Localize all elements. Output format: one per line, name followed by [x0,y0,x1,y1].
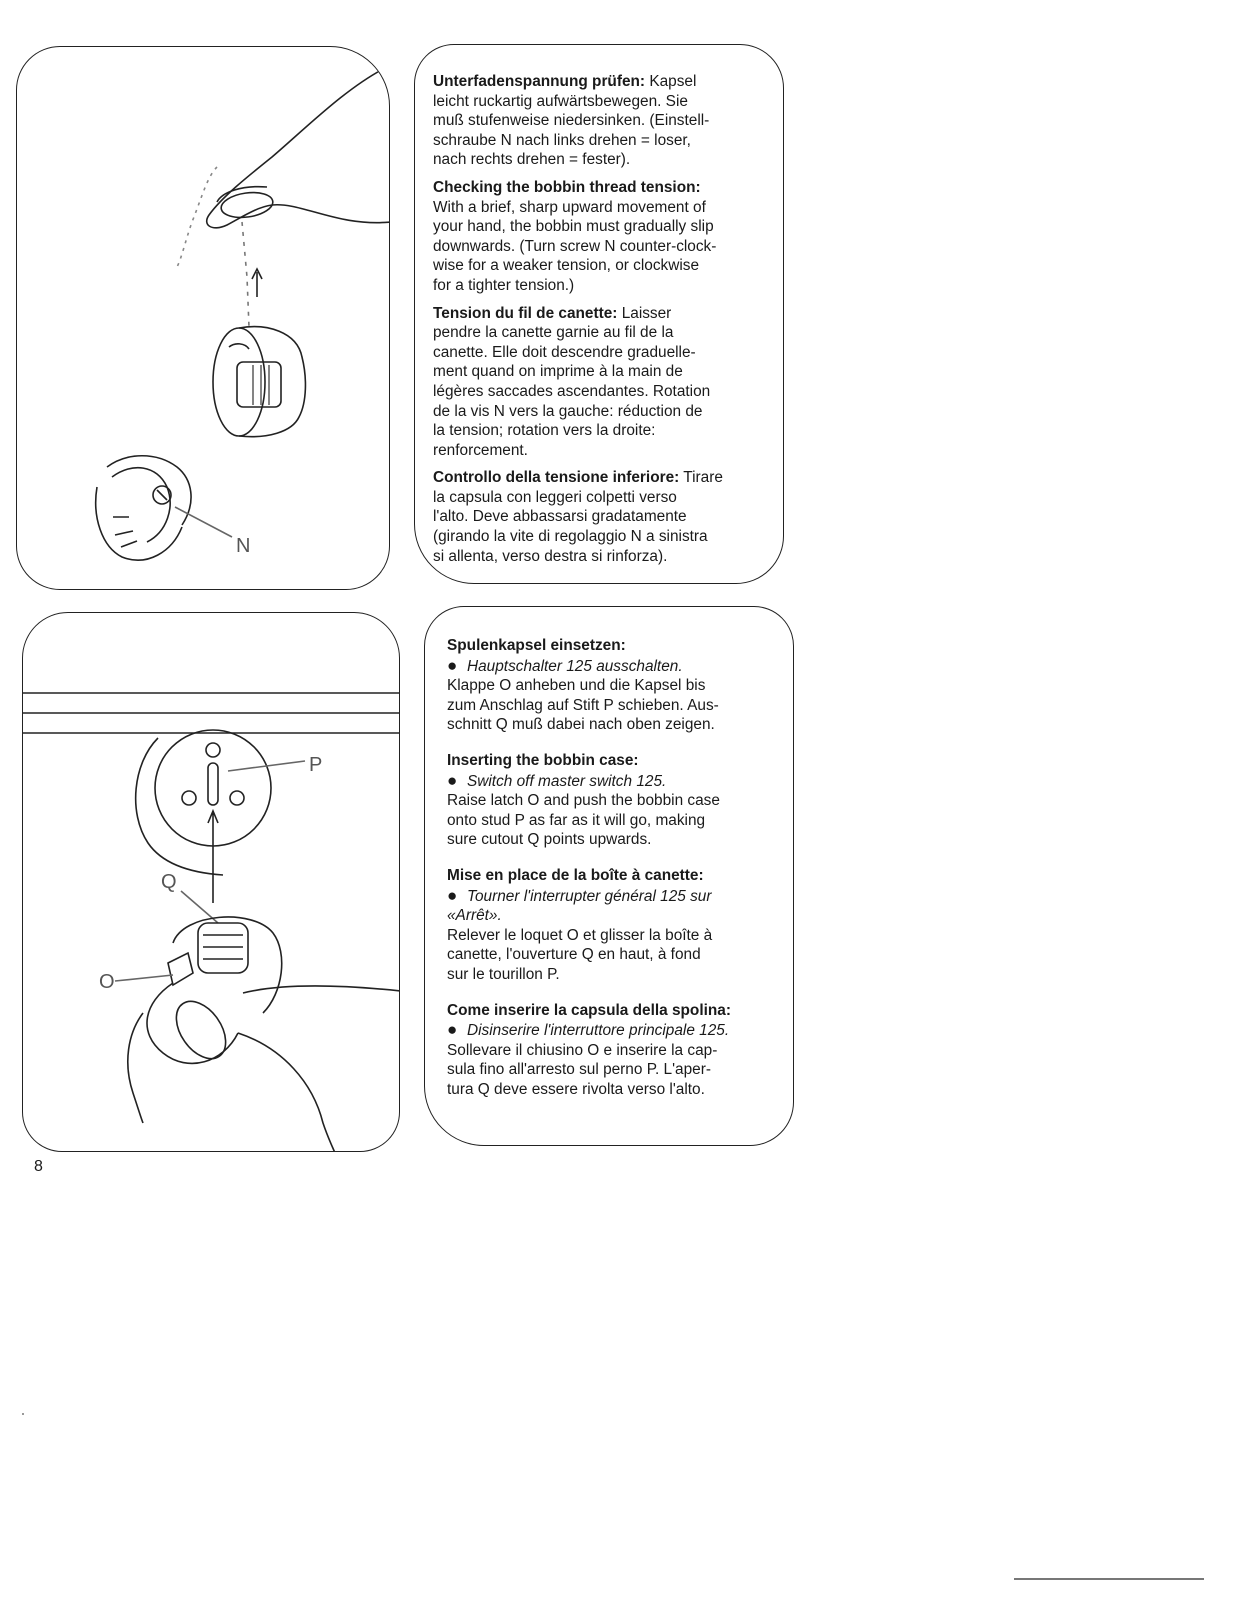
paragraph-fr: Tension du fil de canette: Laisser pendre la canette garnie au fil de la canette. Elle doit descendre graduelle- ment quand on imprime à la main de légères saccades ascendantes. Rotation de la vis N vers la gauche: réduction de la tension; rotation vers la droite: renforcement. [433,304,711,459]
bullet-icon: ● [447,885,458,905]
tension-text-panel [414,44,784,584]
scan-artifact-line [1014,1578,1204,1580]
section-de: Spulenkapsel einsetzen: ● Hauptschalter 125 ausschalten. Klappe O anheben und die Kapsel bis zum Anschlag auf Stift P schieben. Aus- schnitt Q muß dabei nach oben zeigen. [447,637,719,734]
label-q: Q [161,871,177,893]
bullet-icon: ● [447,770,458,790]
bobbin-insert-illustration [22,612,400,1152]
paragraph-en: Checking the bobbin thread tension: With a brief, sharp upward movement of your hand, the bobbin must gradually slip downwards. (Turn screw N counter-clock- wise for a weaker tension, or clockwise for a tighter tension.) [433,178,717,294]
bullet-icon: ● [447,1020,458,1040]
tension-text [433,72,778,574]
section-it: Come inserire la capsula della spolina: ● Disinserire l'interruttore principale 125. Sollevare il chiusino O e inserire la cap- sula fino all'arresto sul perno P. L'aper- tura Q deve essere rivolta verso l'alto. [447,1001,731,1098]
paragraph-it: Controllo della tensione inferiore: Tirare la capsula con leggeri colpetti verso l'alto. Deve abbassarsi gradatamente (girando la vite di regolaggio N a sinistra si allenta, verso destra si rinforza). [433,469,723,565]
section-en: Inserting the bobbin case: ● Switch off master switch 125. Raise latch O and push the bobbin case onto stud P as far as it will go, making sure cutout Q points upwards. [447,751,720,849]
scan-artifact [22,1413,24,1415]
section-fr: Mise en place de la boîte à canette: ● Tourner l'interrupter général 125 sur «Arrêt». Relever le loquet O et glisser la boîte à canette, l'ouverture Q en haut, à fond sur le tourillon P. [447,866,713,983]
label-o: O [99,971,115,993]
page-number: 8 [34,1158,43,1175]
label-n: N [236,535,251,557]
bullet-icon: ● [447,655,458,675]
paragraph-de: Unterfadenspannung prüfen: Kapsel leicht ruckartig aufwärtsbewegen. Sie muß stufenweise niedersinken. (Einstell- schraube N nach links drehen = loser, nach rechts drehen = fester). [433,73,710,169]
bobbin-insert-drawing [23,613,400,1152]
insert-text-panel [424,606,794,1146]
bobbin-tension-illustration [16,46,390,590]
insert-text [447,636,792,1115]
bobbin-tension-drawing [17,47,390,590]
label-p: P [309,754,323,776]
